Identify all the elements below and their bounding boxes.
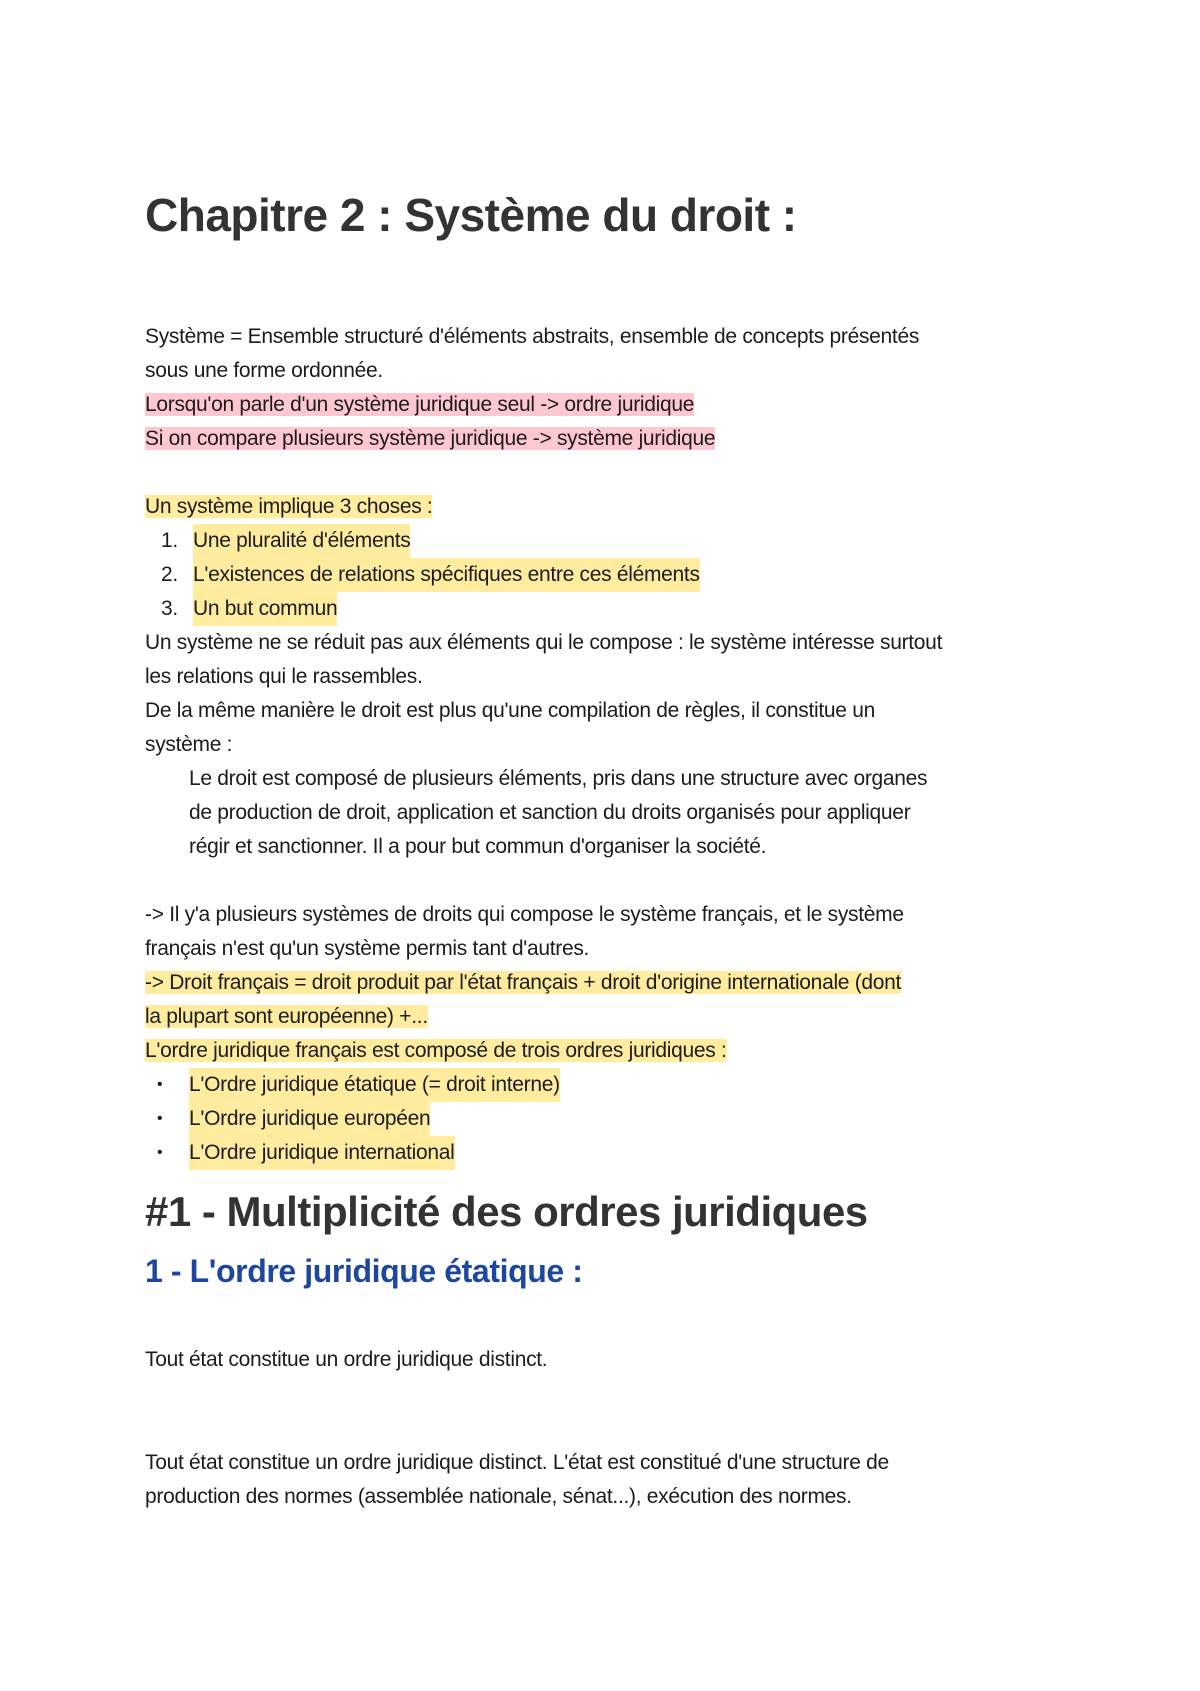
bullet-icon: •: [157, 1144, 163, 1161]
highlighted-text: Si on compare plusieurs système juridique -> système juridique: [145, 427, 716, 450]
list-item-text: L'Ordre juridique européen: [189, 1102, 430, 1136]
subsection-title: 1 - L'ordre juridique étatique :: [145, 1253, 583, 1289]
list-item: [145, 1068, 1065, 1102]
paragraph-line: Tout état constitue un ordre juridique distinct. L'état est constitué d'une structure de: [145, 1451, 889, 1474]
list-number: 2.: [161, 563, 178, 586]
bullet-icon: •: [157, 1076, 163, 1093]
intro-line: Système = Ensemble structuré d'éléments abstraits, ensemble de concepts présentés: [145, 325, 920, 348]
list-item-text: Un but commun: [193, 592, 337, 626]
list-item-text: L'existences de relations spécifiques entre ces éléments: [193, 558, 700, 592]
state-paragraph: [145, 1343, 1065, 1377]
list-item: [145, 592, 1065, 626]
highlighted-text: Lorsqu'on parle d'un système juridique seul -> ordre juridique: [145, 393, 695, 416]
highlighted-text: la plupart sont européenne) +...: [145, 1005, 428, 1028]
paragraph-line: les relations qui le rassembles.: [145, 665, 423, 688]
list-item-text: L'Ordre juridique international: [189, 1136, 455, 1170]
intro-line: sous une forme ordonnée.: [145, 359, 383, 382]
paragraph-line: français n'est qu'un système permis tant d'autres.: [145, 937, 590, 960]
quote-line: de production de droit, application et sanction du droits organisés pour appliquer: [189, 801, 911, 824]
highlighted-text: -> Droit français = droit produit par l'état français + droit d'origine internationale (dont: [145, 971, 902, 994]
paragraph-line: Un système ne se réduit pas aux éléments qui le compose : le système intéresse surtout: [145, 631, 943, 654]
list-item-text: Une pluralité d'éléments: [193, 524, 410, 558]
orders-paragraph: [145, 898, 1065, 1170]
section-title: #1 - Multiplicité des ordres juridiques: [145, 1188, 868, 1235]
list-number: 1.: [161, 529, 178, 552]
list-item: [145, 1136, 1065, 1170]
list-number: 3.: [161, 597, 178, 620]
chapter-title: Chapitre 2 : Système du droit :: [145, 189, 797, 241]
paragraph-line: Tout état constitue un ordre juridique distinct.: [145, 1348, 548, 1371]
intro-paragraph: [145, 320, 1065, 456]
quote-line: Le droit est composé de plusieurs éléments, pris dans une structure avec organes: [189, 767, 928, 790]
highlighted-text: L'ordre juridique français est composé de trois ordres juridiques :: [145, 1039, 727, 1062]
bullet-icon: •: [157, 1110, 163, 1127]
list-item: [145, 1102, 1065, 1136]
paragraph-line: système :: [145, 733, 233, 756]
implies-section: [145, 490, 1065, 864]
paragraph-line: De la même manière le droit est plus qu'une compilation de règles, il constitue un: [145, 699, 875, 722]
list-item-text: L'Ordre juridique étatique (= droit interne): [189, 1068, 560, 1102]
list-item: [145, 558, 1065, 592]
paragraph-line: production des normes (assemblée nationale, sénat...), exécution des normes.: [145, 1485, 852, 1508]
highlighted-text: Un système implique 3 choses :: [145, 495, 433, 518]
quote-line: régir et sanctionner. Il a pour but commun d'organiser la société.: [189, 835, 767, 858]
state-paragraph-2: [145, 1446, 1065, 1514]
paragraph-line: -> Il y'a plusieurs systèmes de droits qui compose le système français, et le système: [145, 903, 904, 926]
list-item: [145, 524, 1065, 558]
